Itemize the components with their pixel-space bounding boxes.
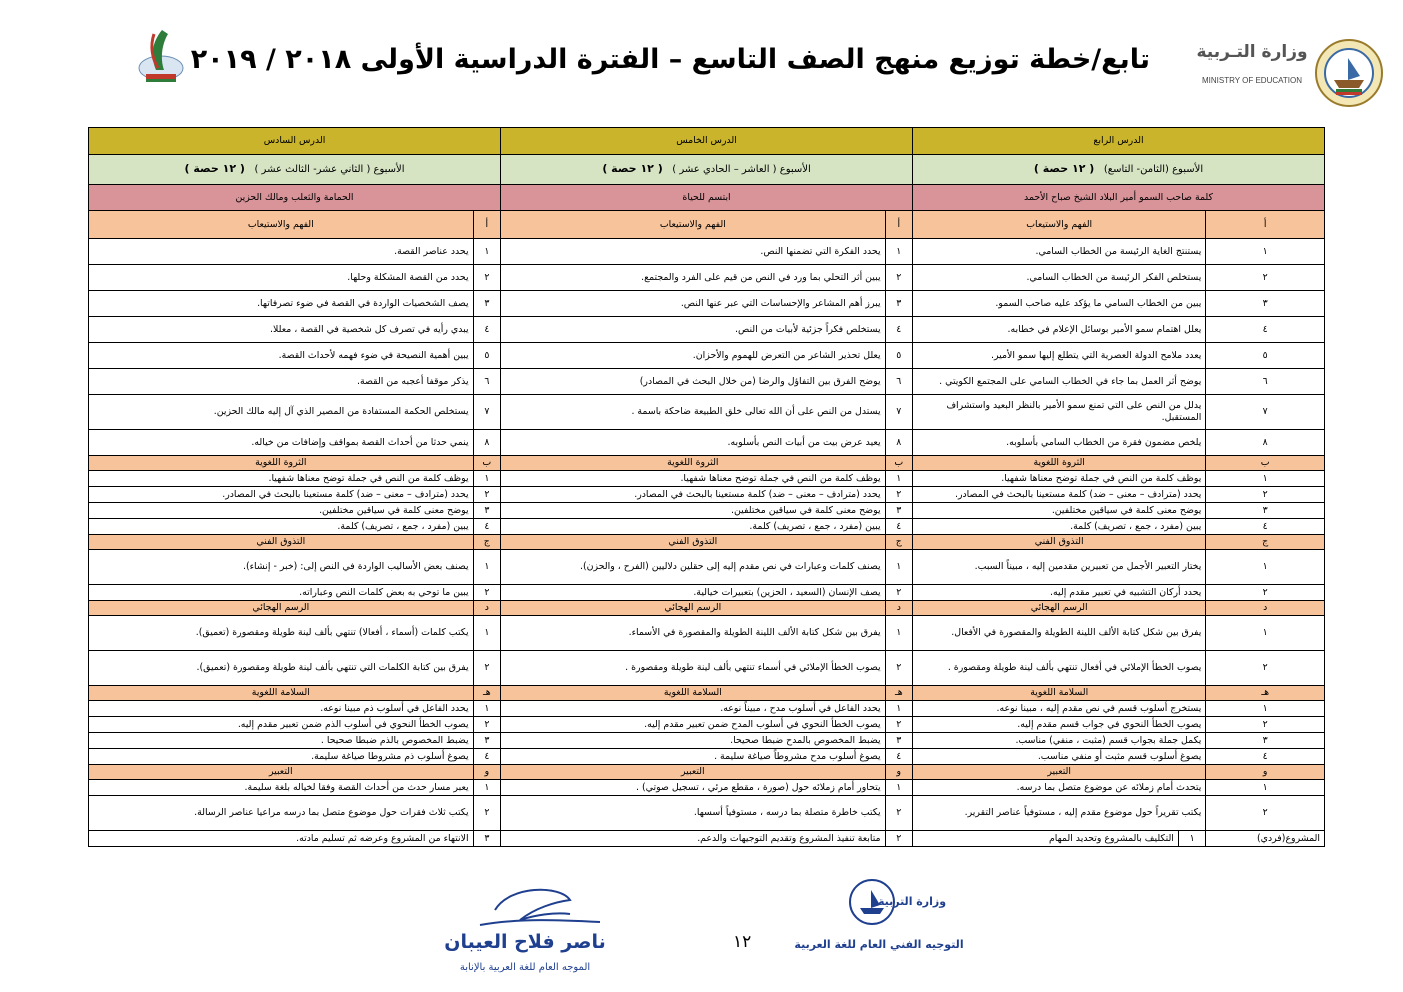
section-letter: د (885, 601, 912, 616)
table-row (89, 503, 1325, 519)
objective-number: ٦ (1206, 369, 1325, 395)
lesson-6-week (89, 155, 501, 185)
section-letter: د (473, 601, 500, 616)
objective-text: يكتب كلمات (أسماء ، أفعالا) تنتهي بألف لينة طويلة ومقصورة (تعميق). (89, 616, 474, 651)
objective-text: يعيد عرض بيت من أبيات النص بأسلوبه. (501, 430, 886, 456)
objective-text: يبين ما توحي به بعض كلمات النص وعباراته. (89, 585, 474, 601)
objective-number: ٦ (473, 369, 500, 395)
objective-text: يوضح الفرق بين التفاؤل والرضا (من خلال البحث في المصادر) (501, 369, 886, 395)
section-title: التذوق الفني (89, 535, 474, 550)
stamp-bottom-text: التوجيه الفني العام للغة العربية (794, 938, 964, 951)
objective-number: ٤ (885, 317, 912, 343)
objective-number: ٤ (885, 519, 912, 535)
objective-text: يكتب ثلاث فقرات حول موضوع متصل بما درسه مراعيا عناصر الرسالة. (89, 796, 474, 831)
objective-number: ١ (885, 701, 912, 717)
objective-number: ١ (885, 471, 912, 487)
lesson-4-week (913, 155, 1325, 185)
week-label: الأسبوع ( الثاني عشر- الثالث عشر ) (254, 164, 405, 175)
objective-text: يستخلص الفكر الرئيسة من الخطاب السامي. (913, 265, 1206, 291)
section-letter: هـ (1206, 686, 1325, 701)
table-row (89, 717, 1325, 733)
objective-text: يصوب الخطأ الإملائي في أسماء تنتهي بألف لينة طويلة ومقصورة . (501, 651, 886, 686)
objective-text: يتحاور أمام زملائه حول (صورة ، مقطع مرئي ، تسجيل صوتي) . (501, 780, 886, 796)
objective-number: ٢ (1206, 651, 1325, 686)
objective-number: ٣ (473, 733, 500, 749)
section-title: السلامة اللغوية (913, 686, 1206, 701)
objective-number: ٣ (473, 503, 500, 519)
section-title: التعبير (913, 765, 1206, 780)
week-label: الأسبوع ( العاشر – الحادي عشر ) (672, 164, 811, 175)
objective-text: يحدد (مترادف – معنى – ضد) كلمة مستعينا بالبحث في المصادر. (501, 487, 886, 503)
objective-text: يتحدث أمام زملائه عن موضوع متصل بما درسه. (913, 780, 1206, 796)
objective-number: ١ (473, 471, 500, 487)
objective-number: ٣ (885, 503, 912, 519)
objective-text: يذكر موقفا أعجبه من القصة. (89, 369, 474, 395)
objective-text: يوضح معنى كلمة في سياقين مختلفين. (89, 503, 474, 519)
objective-number: ٤ (473, 317, 500, 343)
section-title: الفهم والاستيعاب (89, 211, 474, 239)
objective-text: يوضح معنى كلمة في سياقين مختلفين. (501, 503, 886, 519)
objective-number: ٨ (1206, 430, 1325, 456)
lesson-5-week (501, 155, 913, 185)
table-row (89, 535, 1325, 550)
objective-number: ٦ (885, 369, 912, 395)
objective-text: يكتب تقريراً حول موضوع مقدم إليه ، مستوفياً عناصر التقرير. (913, 796, 1206, 831)
objective-text: يكمل جملة بجواب قسم (مثبت ، منفي) مناسب. (913, 733, 1206, 749)
objective-number: ٤ (473, 749, 500, 765)
objective-text: يختار التعبير الأجمل من تعبيرين مقدمين إليه ، مبيناً السبب. (913, 550, 1206, 585)
lesson-5-topic: ابتسم للحياة (501, 185, 913, 211)
objective-text: يستدل من النص على أن الله تعالى خلق الطبيعة ضاحكة باسمة . (501, 395, 886, 430)
section-title: الثروة اللغوية (89, 456, 474, 471)
objective-text: يصوغ أسلوب قسم مثبت أو منفي مناسب. (913, 749, 1206, 765)
table-row (89, 211, 1325, 239)
supervisor-signature (440, 880, 610, 985)
objective-number: ٤ (473, 519, 500, 535)
objective-text: يحدد أركان التشبيه في تعبير مقدم إليه. (913, 585, 1206, 601)
objective-text: يصنف كلمات وعبارات في نص مقدم إليه إلى حقلين دلاليين (الفرح ، والحزن). (501, 550, 886, 585)
objective-number: ٥ (473, 343, 500, 369)
table-row (89, 155, 1325, 185)
objective-number: ٥ (1206, 343, 1325, 369)
objective-text: يبين أثر التحلي بما ورد في النص من قيم على الفرد والمجتمع. (501, 265, 886, 291)
project-task: الانتهاء من المشروع وعرضه ثم تسليم مادته. (89, 831, 474, 847)
objective-text: يعلل تحذير الشاعر من التعرض للهموم والأحزان. (501, 343, 886, 369)
objective-number: ١ (473, 616, 500, 651)
kuwait-emblem-icon (1312, 36, 1386, 110)
project-number: ٣ (473, 831, 500, 847)
objective-text: يصوب الخطأ النحوي في أسلوب الذم ضمن تعبير مقدم إليه. (89, 717, 474, 733)
section-title: الرسم الهجائي (501, 601, 886, 616)
objective-number: ٥ (885, 343, 912, 369)
section-letter: هـ (473, 686, 500, 701)
objective-text: يبين (مفرد ، جمع ، تصريف) كلمة. (501, 519, 886, 535)
objective-number: ٤ (1206, 317, 1325, 343)
objective-text: يفرق بين شكل كتابة الألف اللينة الطويلة والمقصورة في الأسماء. (501, 616, 886, 651)
objective-text: يعدد ملامح الدولة العصرية التي يتطلع إليها سمو الأمير. (913, 343, 1206, 369)
lesson-4-name: الدرس الرابع (913, 128, 1325, 155)
section-letter: هـ (885, 686, 912, 701)
table-row (89, 369, 1325, 395)
table-row (89, 831, 1325, 847)
objective-text: يصوب الخطأ النحوي في جواب قسم مقدم إليه. (913, 717, 1206, 733)
section-title: الثروة اللغوية (501, 456, 886, 471)
objective-text: يصوب الخطأ الإملائي في أفعال تنتهي بألف لينة طويلة ومقصورة . (913, 651, 1206, 686)
objective-number: ٢ (1206, 585, 1325, 601)
signature-title: الموجه العام للغة العربية بالإنابة (459, 962, 591, 973)
table-row (89, 616, 1325, 651)
table-row (89, 686, 1325, 701)
objective-text: يحدد الفاعل في أسلوب مدح ، مبيناً نوعه. (501, 701, 886, 717)
objective-text: يحدد (مترادف – معنى – ضد) كلمة مستعينا بالبحث في المصادر. (89, 487, 474, 503)
department-stamp (794, 870, 964, 970)
ministry-name-ar: وزارة التـربية (1196, 42, 1308, 62)
objective-text: يعلل اهتمام سمو الأمير بوسائل الإعلام في خطابه. (913, 317, 1206, 343)
table-row (89, 651, 1325, 686)
objective-number: ٢ (473, 265, 500, 291)
objective-number: ١ (1206, 550, 1325, 585)
objective-number: ٢ (473, 585, 500, 601)
objective-number: ٢ (885, 651, 912, 686)
lesson-6-topic: الحمامة والثعلب ومالك الحزين (89, 185, 501, 211)
objective-number: ١ (1206, 701, 1325, 717)
objective-number: ١ (1206, 239, 1325, 265)
objective-number: ٢ (885, 796, 912, 831)
objective-text: يستخلص فكراً جزئية لأبيات من النص. (501, 317, 886, 343)
section-letter: ج (473, 535, 500, 550)
objective-number: ٧ (473, 395, 500, 430)
objective-text: يصنف بعض الأساليب الواردة في النص إلى: (خبر - إنشاء). (89, 550, 474, 585)
periods-label: ( ١٢ حصة ) (602, 162, 663, 175)
section-title: الفهم والاستيعاب (913, 211, 1206, 239)
table-row (89, 185, 1325, 211)
section-title: التعبير (89, 765, 474, 780)
objective-text: يدلل من النص على التي تمنع سمو الأمير بالنظر البعيد واستشراف المستقبل. (913, 395, 1206, 430)
table-row (89, 456, 1325, 471)
objective-number: ١ (1206, 780, 1325, 796)
project-number: ٢ (885, 831, 912, 847)
section-letter: أ (473, 211, 500, 239)
section-letter: أ (1206, 211, 1325, 239)
objective-text: يحدد (مترادف – معنى – ضد) كلمة مستعينا بالبحث في المصادر. (913, 487, 1206, 503)
table-row (89, 395, 1325, 430)
section-letter: ج (885, 535, 912, 550)
section-letter: ب (473, 456, 500, 471)
objective-text: يصوب الخطأ النحوي في أسلوب المدح ضمن تعبير مقدم إليه. (501, 717, 886, 733)
objective-number: ١ (885, 239, 912, 265)
table-row (89, 585, 1325, 601)
objective-number: ١ (473, 780, 500, 796)
table-row (89, 471, 1325, 487)
objective-number: ٢ (885, 487, 912, 503)
objective-number: ٤ (1206, 519, 1325, 535)
section-letter: ب (885, 456, 912, 471)
project-label: المشروع(فردي) (1206, 831, 1325, 847)
objective-text: يوظف كلمة من النص في جملة توضح معناها شفهيا. (913, 471, 1206, 487)
objective-text: يحدد الفاعل في أسلوب ذم مبينا نوعه. (89, 701, 474, 717)
page-title: تابع/خطة توزيع منهج الصف التاسع – الفترة الدراسية الأولى ٢٠١٨ / ٢٠١٩ (190, 44, 1150, 75)
objective-number: ١ (473, 239, 500, 265)
objective-number: ١ (885, 616, 912, 651)
objective-text: يحدد عناصر القصة. (89, 239, 474, 265)
lesson-5-name: الدرس الخامس (501, 128, 913, 155)
page-number: ١٢ (733, 932, 752, 952)
table-row (89, 291, 1325, 317)
objective-number: ١ (473, 550, 500, 585)
table-row (89, 780, 1325, 796)
objective-text: يلخص مضمون فقرة من الخطاب السامي بأسلوبه. (913, 430, 1206, 456)
table-row (89, 601, 1325, 616)
section-letter: ب (1206, 456, 1325, 471)
section-title: الرسم الهجائي (89, 601, 474, 616)
objective-text: يستنتج الغاية الرئيسة من الخطاب السامي. (913, 239, 1206, 265)
objective-text: يبين (مفرد ، جمع ، تصريف) كلمة. (913, 519, 1206, 535)
objective-number: ٢ (473, 796, 500, 831)
objective-number: ٢ (473, 487, 500, 503)
objective-number: ٤ (885, 749, 912, 765)
objective-number: ٨ (473, 430, 500, 456)
project-task: التكليف بالمشروع وتحديد المهام (913, 831, 1179, 847)
table-row (89, 749, 1325, 765)
objective-text: يصف الشخصيات الواردة في القصة في ضوء تصرفاتها. (89, 291, 474, 317)
objective-text: يبرز أهم المشاعر والإحساسات التي عبر عنها النص. (501, 291, 886, 317)
section-title: السلامة اللغوية (501, 686, 886, 701)
objective-text: يبين (مفرد ، جمع ، تصريف) كلمة. (89, 519, 474, 535)
objective-number: ٢ (885, 717, 912, 733)
objective-number: ١ (1206, 616, 1325, 651)
objective-text: يبين من الخطاب السامي ما يؤكد عليه صاحب السمو. (913, 291, 1206, 317)
curriculum-plan-table (88, 127, 1325, 847)
objective-number: ١ (473, 701, 500, 717)
objective-number: ٢ (473, 717, 500, 733)
objective-number: ١ (885, 550, 912, 585)
objective-number: ٢ (1206, 717, 1325, 733)
objective-number: ١ (885, 780, 912, 796)
section-letter: و (1206, 765, 1325, 780)
section-title: الرسم الهجائي (913, 601, 1206, 616)
objective-number: ٣ (885, 733, 912, 749)
section-letter: و (473, 765, 500, 780)
objective-number: ٨ (885, 430, 912, 456)
lesson-6-name: الدرس السادس (89, 128, 501, 155)
objective-text: يصوغ أسلوب مدح مشروطاً صياغة سليمة . (501, 749, 886, 765)
objective-text: يوظف كلمة من النص في جملة توضح معناها شفهيا. (501, 471, 886, 487)
objective-text: يبدي رأيه في تصرف كل شخصية في القصة ، معللا. (89, 317, 474, 343)
objective-text: يوضح معنى كلمة في سياقين مختلفين. (913, 503, 1206, 519)
objective-number: ٧ (1206, 395, 1325, 430)
objective-text: يكتب خاطرة متصلة بما درسه ، مستوفياً أسسها. (501, 796, 886, 831)
objective-number: ٢ (473, 651, 500, 686)
objective-text: يحدد الفكرة التي تضمنها النص. (501, 239, 886, 265)
section-letter: ج (1206, 535, 1325, 550)
section-title: الثروة اللغوية (913, 456, 1206, 471)
school-logo (132, 24, 190, 86)
section-letter: أ (885, 211, 912, 239)
table-row (89, 701, 1325, 717)
project-task: متابعة تنفيذ المشروع وتقديم التوجيهات والدعم. (501, 831, 886, 847)
objective-text: يفرق بين كتابة الكلمات التي تنتهي بألف لينة طويلة ومقصورة (تعميق). (89, 651, 474, 686)
objective-number: ٢ (1206, 487, 1325, 503)
objective-text: يفرق بين شكل كتابة الألف اللينة الطويلة والمقصورة في الأفعال. (913, 616, 1206, 651)
objective-number: ٧ (885, 395, 912, 430)
section-title: التذوق الفني (501, 535, 886, 550)
objective-text: يبين أهمية النصيحة في ضوء فهمه لأحداث القصة. (89, 343, 474, 369)
objective-text: يستخلص الحكمة المستفادة من المصير الذي آل إليه مالك الحزين. (89, 395, 474, 430)
table-row (89, 239, 1325, 265)
ministry-logo (1192, 36, 1392, 110)
periods-label: ( ١٢ حصة ) (184, 162, 245, 175)
objective-text: يوظف كلمة من النص في جملة توضح معناها شفهيا. (89, 471, 474, 487)
objective-number: ٣ (1206, 503, 1325, 519)
periods-label: ( ١٢ حصة ) (1033, 162, 1095, 175)
objective-number: ٢ (885, 265, 912, 291)
objective-text: يضبط المخصوص بالمدح ضبطا صحيحا. (501, 733, 886, 749)
objective-number: ١ (1206, 471, 1325, 487)
signature-name: ناصر فلاح العيبان (444, 931, 606, 953)
section-letter: و (885, 765, 912, 780)
objective-text: يوضح أثر العمل بما جاء في الخطاب السامي على المجتمع الكويتي . (913, 369, 1206, 395)
objective-text: يصوغ أسلوب ذم مشروطا صياغة سليمة. (89, 749, 474, 765)
objective-text: ينمي حدثا من أحداث القصة بمواقف وإضافات من خياله. (89, 430, 474, 456)
section-title: التذوق الفني (913, 535, 1206, 550)
section-letter: د (1206, 601, 1325, 616)
stamp-top-text: وزارة التربية (877, 895, 947, 908)
table-row (89, 317, 1325, 343)
objective-number: ٢ (1206, 265, 1325, 291)
table-row (89, 430, 1325, 456)
week-label: الأسبوع (الثامن- التاسع) (1103, 164, 1204, 175)
section-title: التعبير (501, 765, 886, 780)
objective-text: يعبر مسار حدث من أحداث القصة وفقا لخياله بلغة سليمة. (89, 780, 474, 796)
table-row (89, 796, 1325, 831)
objective-text: يضبط المخصوص بالذم ضبطا صحيحا . (89, 733, 474, 749)
table-row (89, 733, 1325, 749)
section-title: السلامة اللغوية (89, 686, 474, 701)
objective-number: ٣ (885, 291, 912, 317)
project-number: ١ (1178, 831, 1205, 847)
section-title: الفهم والاستيعاب (501, 211, 886, 239)
lesson-4-topic: كلمة صاحب السمو أمير البلاد الشيخ صباح الأحمد (913, 185, 1325, 211)
table-row (89, 128, 1325, 155)
table-row (89, 519, 1325, 535)
objective-number: ٤ (1206, 749, 1325, 765)
objective-number: ٣ (1206, 291, 1325, 317)
table-row (89, 550, 1325, 585)
objective-number: ٣ (1206, 733, 1325, 749)
table-row (89, 265, 1325, 291)
table-row (89, 765, 1325, 780)
ministry-name-en: MINISTRY OF EDUCATION (1201, 76, 1302, 85)
objective-text: يستخرج أسلوب قسم في نص مقدم إليه ، مبينا نوعه. (913, 701, 1206, 717)
table-row (89, 343, 1325, 369)
objective-number: ٣ (473, 291, 500, 317)
objective-text: يصف الإنسان (السعيد ، الحزين) بتعبيرات خيالية. (501, 585, 886, 601)
objective-text: يحدد من القصة المشكلة وحلها. (89, 265, 474, 291)
table-row (89, 487, 1325, 503)
objective-number: ٢ (1206, 796, 1325, 831)
objective-number: ٢ (885, 585, 912, 601)
